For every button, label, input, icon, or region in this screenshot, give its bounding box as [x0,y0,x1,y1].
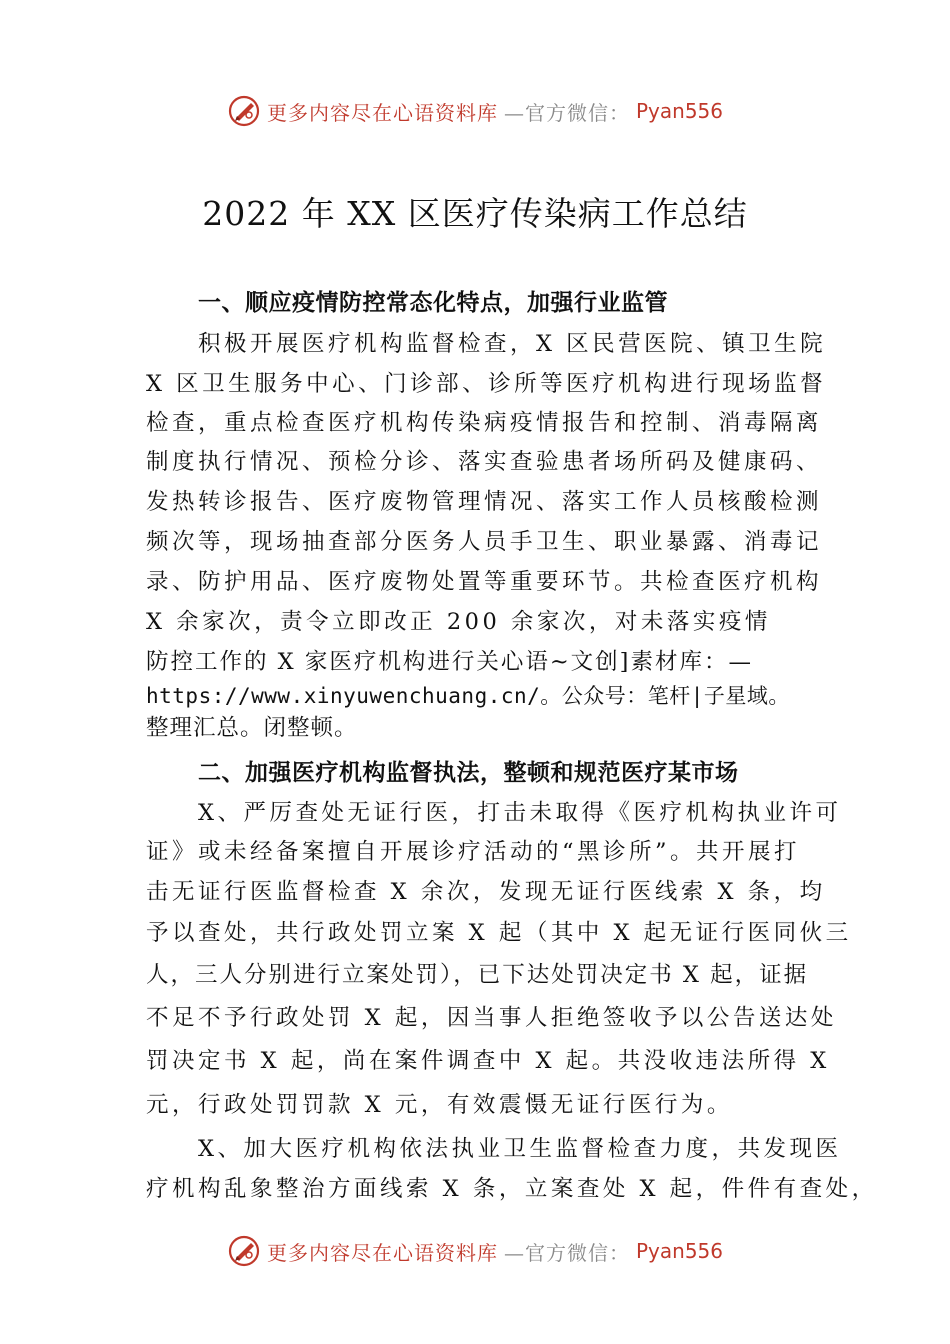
section-2-line: 人，三人分别进行立案处罚），已下达处罚决定书 X 起，证据 [146,962,809,988]
banner-separator: —官方微信： [503,1240,630,1265]
section-1-line: X 余家次，责令立即改正 200 余家次，对未落实疫情 [146,609,771,635]
section-1-line: 检查，重点检查医疗机构传染病疫情报告和控制、消毒隔离 [146,410,823,436]
section-1-line: 制度执行情况、预检分诊、落实查验患者场所码及健康码、 [146,449,823,475]
section-1-line: 发热转诊报告、医疗废物管理情况、落实工作人员核酸检测 [146,489,823,515]
banner-text: 更多内容尽在心语资料库 [266,100,498,125]
section-2-line: 罚决定书 X 起，尚在案件调查中 X 起。共没收违法所得 X [146,1048,830,1074]
section-2-line: 击无证行医监督检查 X 余次，发现无证行医线索 X 条，均 [146,879,826,905]
section-1-line: 整理汇总。闭整顿。 [146,715,358,741]
section-2-line: X、严厉查处无证行医，打击未取得《医疗机构执业许可 [198,800,842,826]
section-1-line: 录、防护用品、医疗废物处置等重要环节。共检查医疗机构 [146,569,823,595]
section-2-line: X、加大医疗机构依法执业卫生监督检查力度，共发现医 [198,1136,842,1162]
section-2-line: 证》或未经备案擅自开展诊疗活动的“黑诊所”。共开展打 [146,839,801,865]
section-1-heading: 一、顺应疫情防控常态化特点，加强行业监管 [198,290,668,316]
section-2-line: 疗机构乱象整治方面线索 X 条，立案查处 X 起，件件有查处， [146,1176,878,1202]
section-1-line: X 区卫生服务中心、门诊部、诊所等医疗机构进行现场监督 [146,371,827,397]
footer-banner [0,1234,950,1274]
section-1-line: 防控工作的 X 家医疗机构进行关心语~文创]素材库：— [146,649,753,675]
document-title: 2022 年 XX 区医疗传染病工作总结 [202,194,748,233]
section-1-url-line: https://www.xinyuwenchuang.cn/。公众号：笔杆|子星域。 [146,684,790,708]
brand-logo-icon [227,1234,261,1268]
banner-wechat-id: Pyan556 [635,1239,723,1263]
section-2-line: 元，行政处罚罚款 X 元，有效震慑无证行医行为。 [146,1092,733,1118]
brand-logo-icon [227,94,261,128]
section-1-line: 积极开展医疗机构监督检查，X 区民营医院、镇卫生院 [198,331,827,357]
banner-wechat-id: Pyan556 [635,99,723,123]
banner-separator: —官方微信： [503,100,630,125]
section-2-heading: 二、加强医疗机构监督执法，整顿和规范医疗某市场 [198,760,739,786]
header-banner [0,94,950,134]
section-2-line: 予以查处，共行政处罚立案 X 起（其中 X 起无证行医同伙三 [146,920,852,946]
section-2-line: 不足不予行政处罚 X 起，因当事人拒绝签收予以公告送达处 [146,1005,837,1031]
section-1-line: 频次等，现场抽查部分医务人员手卫生、职业暴露、消毒记 [146,529,823,555]
banner-text: 更多内容尽在心语资料库 [266,1240,498,1265]
